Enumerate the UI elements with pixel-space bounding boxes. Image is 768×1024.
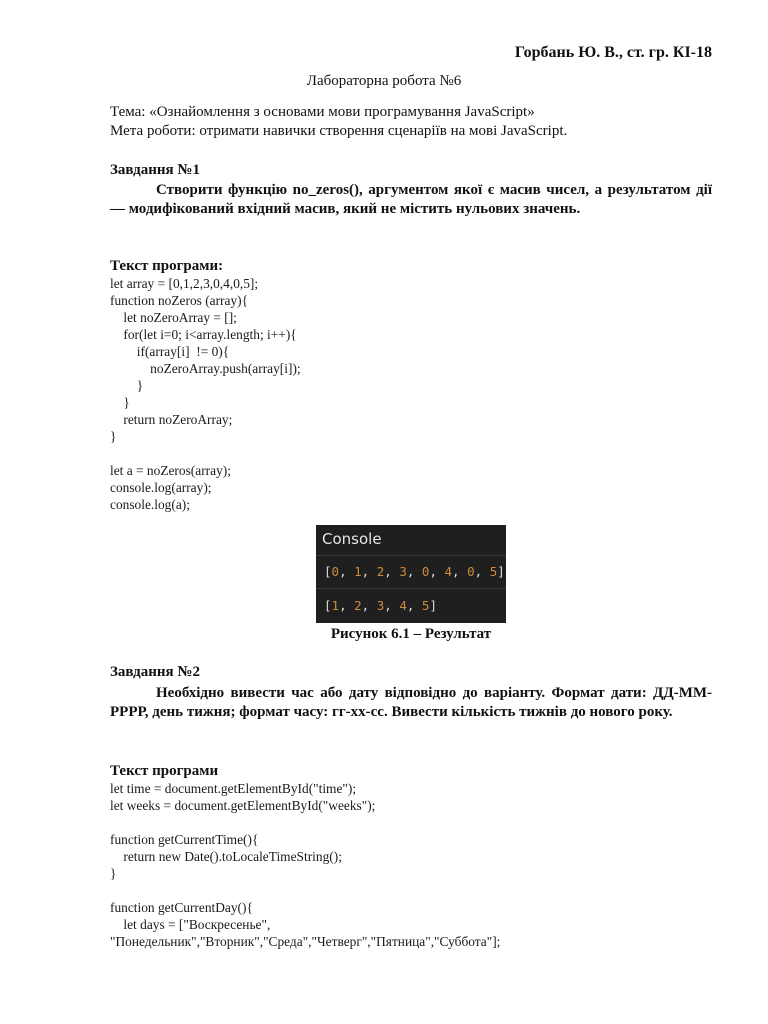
console-output-1: [0, 1, 2, 3, 0, 4, 0, 5] — [324, 564, 505, 579]
console-number: 0 — [331, 564, 340, 579]
code-line: if(array[i] != 0){ — [110, 344, 230, 359]
code-line: let a = noZeros(array); — [110, 463, 231, 478]
code-line: let array = [0,1,2,3,0,4,0,5]; — [110, 276, 259, 291]
code-line: return noZeroArray; — [110, 412, 233, 427]
console-number: 3 — [399, 564, 407, 579]
code-line: function noZeros (array){ — [110, 293, 249, 308]
code-line: let weeks = document.getElementById("weeks"); — [110, 798, 376, 813]
task2-code-heading: Текст програми — [110, 763, 219, 779]
code-line: let time = document.getElementById("time"); — [110, 781, 357, 796]
console-screenshot — [316, 525, 506, 623]
console-number: 1 — [354, 564, 362, 579]
code-line: } — [110, 429, 117, 444]
console-number: 4 — [444, 564, 453, 579]
console-number: 0 — [467, 564, 475, 579]
code-line: let noZeroArray = []; — [110, 310, 237, 325]
code-line: } — [110, 395, 130, 410]
code-line: let days = ["Воскресенье", — [110, 917, 271, 932]
code-line: console.log(a); — [110, 497, 190, 512]
task2-heading: Завдання №2 — [110, 664, 200, 680]
figure-caption: Рисунок 6.1 – Результат — [330, 626, 492, 642]
console-number: 2 — [354, 598, 362, 613]
console-number: 5 — [421, 598, 430, 613]
code-line: for(let i=0; i<array.length; i++){ — [110, 327, 297, 342]
code-line: return new Date().toLocaleTimeString(); — [110, 849, 342, 864]
console-number: 0 — [421, 564, 430, 579]
code-line: noZeroArray.push(array[i]); — [110, 361, 301, 376]
task1-text: Створити функцію no_zeros(), аргументом якої є масив чисел, а результатом дії — модифікований вхідний масив, який не містить нульових значень. — [110, 182, 712, 217]
console-divider — [316, 588, 506, 589]
code-line: } — [110, 866, 117, 881]
console-number: 4 — [399, 598, 407, 613]
console-title: Console — [322, 530, 382, 548]
console-output-2: [1, 2, 3, 4, 5] — [324, 598, 437, 613]
author-line: Горбань Ю. В., ст. гр. КІ-18 — [514, 44, 712, 61]
lab-title: Лабораторна робота №6 — [306, 73, 462, 89]
task2-text: Необхідно вивести час або дату відповідно до варіанту. Формат дати: ДД-ММ-РРРР, день тижня; формат часу: гг-хх-сс. Вивести кількість тижнів до нового року. — [110, 685, 712, 720]
code-line: function getCurrentTime(){ — [110, 832, 259, 847]
console-number: 5 — [489, 564, 498, 579]
code-line: function getCurrentDay(){ — [110, 900, 253, 915]
topic-line: Тема: «Ознайомлення з основами мови програмування JavaScript» — [110, 104, 535, 120]
console-divider — [316, 555, 506, 556]
console-number: 3 — [376, 598, 385, 613]
code-line: console.log(array); — [110, 480, 212, 495]
console-number: 1 — [331, 598, 340, 613]
goal-line: Мета роботи: отримати навички створення сценаріїв на мові JavaScript. — [110, 123, 568, 139]
code-line: "Понедельник","Вторник","Среда","Четверг","Пятница","Суббота"]; — [110, 934, 501, 949]
task1-code-heading: Текст програми: — [110, 258, 224, 274]
code-line: } — [110, 378, 144, 393]
task1-heading: Завдання №1 — [110, 162, 200, 178]
console-number: 2 — [376, 564, 385, 579]
